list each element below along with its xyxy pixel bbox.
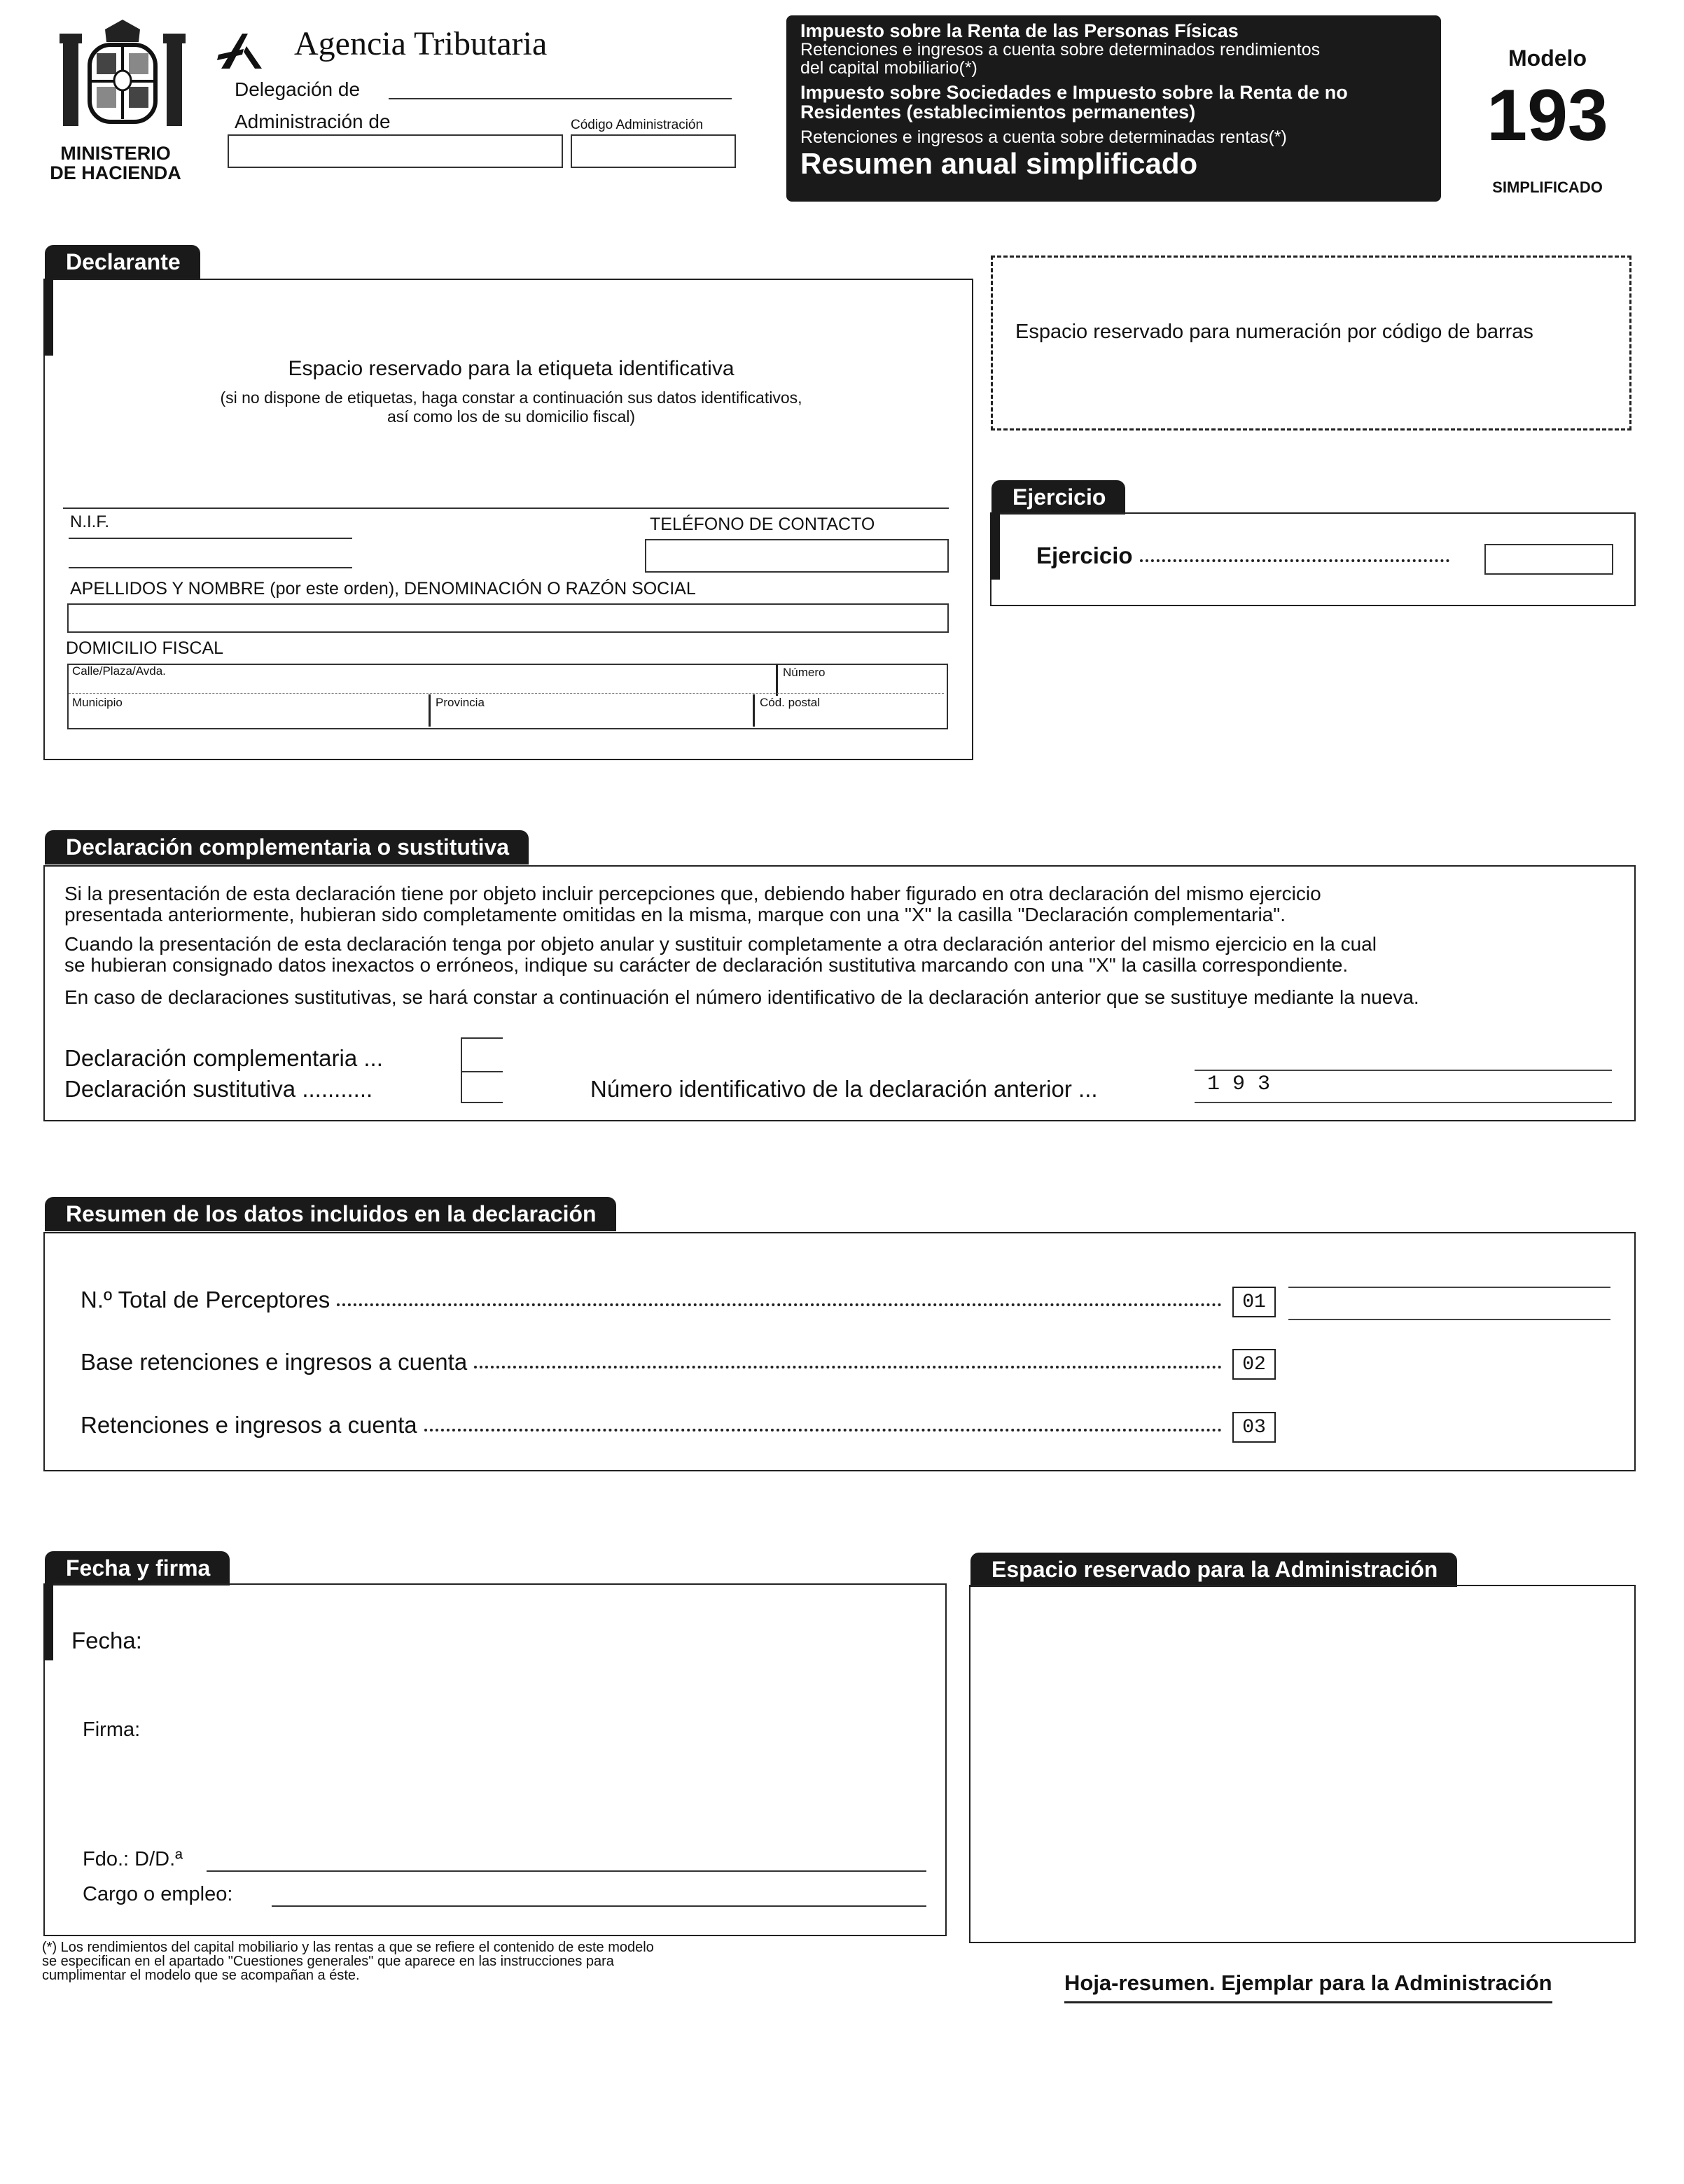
- complementaria-checkbox[interactable]: [461, 1037, 503, 1072]
- footnote: (*) Los rendimientos del capital mobiliario y las rentas a que se refiere el contenido de este modelo se especifican en el apartado "Cuestiones generales" que aparece en las instrucciones para cumplimentar el modelo que se acompañan a éste.: [42, 1940, 654, 1983]
- resumen-row-retenciones: [81, 1412, 1229, 1438]
- modelo-sub: SIMPLIFICADO: [1492, 178, 1603, 196]
- codpostal-divider: [753, 694, 755, 727]
- ejercicio-label: Ejercicio: [1036, 542, 1133, 568]
- resumen-row-label: Retenciones e ingresos a cuenta: [81, 1412, 417, 1438]
- numero-anterior-prefix: 1 9 3: [1207, 1072, 1271, 1096]
- resumen-row-perceptores: [81, 1287, 1229, 1313]
- etiqueta-note1: (si no dispone de etiquetas, haga constar a continuación sus datos identificativos,: [220, 388, 802, 407]
- resumen-row-label: Base retenciones e ingresos a cuenta: [81, 1349, 468, 1375]
- tab-fecha-firma: Fecha y firma: [45, 1551, 230, 1586]
- delegacion-field[interactable]: [389, 98, 732, 99]
- complementaria-p3: En caso de declaraciones sustitutivas, se hará constar a continuación el número identificativo de la declaración anterior que se sustituye mediante la nueva.: [64, 986, 1419, 1008]
- resumen-code-02: 02: [1232, 1349, 1276, 1380]
- etiqueta-title: Espacio reservado para la etiqueta identificativa: [288, 357, 735, 380]
- declarante-left-bar: [43, 279, 53, 356]
- administracion-field[interactable]: [228, 134, 563, 168]
- numero-anterior-field[interactable]: [1195, 1070, 1612, 1103]
- apellidos-field[interactable]: [67, 603, 949, 633]
- fecha-label: Fecha:: [71, 1628, 142, 1653]
- complementaria-p1: Si la presentación de esta declaración tiene por objeto incluir percepciones que, debiendo haber figurado en otra declaración del mismo ejercicio presentada anteriormente, hubieran sido completamente omitidas en la misma, marque con una "X" la casilla "Declaración complementaria".: [64, 883, 1321, 925]
- firma-left-bar: [43, 1583, 53, 1660]
- resumen-row-base: [81, 1349, 1229, 1376]
- ministry-name: MINISTERIO DE HACIENDA: [50, 143, 181, 183]
- firma-signature-area[interactable]: [175, 1708, 924, 1834]
- resumen-row-label: N.º Total de Perceptores: [81, 1287, 330, 1312]
- provincia-divider: [429, 694, 431, 727]
- domicilio-middle-line: [69, 693, 944, 694]
- provincia-label: Provincia: [436, 696, 485, 709]
- tab-declarante: Declarante: [45, 245, 200, 279]
- modelo-number: 193: [1487, 75, 1608, 156]
- fdo-field[interactable]: [207, 1870, 926, 1872]
- numero-divider: [776, 664, 778, 696]
- footer-title: Hoja-resumen. Ejemplar para la Administración: [1064, 1970, 1552, 2003]
- ejercicio-field[interactable]: [1484, 544, 1613, 575]
- administracion-label: Administración de: [235, 111, 391, 132]
- agency-logo-icon: [216, 28, 286, 70]
- calle-label: Calle/Plaza/Avda.: [72, 664, 166, 678]
- cod-postal-label: Cód. postal: [760, 696, 820, 709]
- tab-resumen: Resumen de los datos incluidos en la declaración: [45, 1197, 616, 1231]
- agency-name: Agencia Tributaria: [294, 25, 548, 62]
- sustitutiva-checkbox[interactable]: [461, 1071, 503, 1103]
- nif-field[interactable]: [69, 538, 352, 539]
- coat-of-arms-icon: [56, 14, 189, 136]
- cargo-label: Cargo o empleo:: [83, 1883, 233, 1905]
- resumen-code-03: 03: [1232, 1412, 1276, 1443]
- sustitutiva-label: Declaración sustitutiva ...........: [64, 1076, 373, 1102]
- telefono-field[interactable]: [645, 539, 949, 573]
- municipio-label: Municipio: [72, 696, 123, 709]
- fdo-label: Fdo.: D/D.ª: [83, 1848, 183, 1870]
- firma-label: Firma:: [83, 1718, 141, 1741]
- ejercicio-row: [1036, 542, 1456, 569]
- ejercicio-left-bar: [990, 512, 1000, 580]
- telefono-label: TELÉFONO DE CONTACTO: [650, 514, 875, 534]
- nif-field-2[interactable]: [69, 567, 352, 568]
- cargo-field[interactable]: [272, 1905, 926, 1907]
- numero-anterior-label: Número identificativo de la declaración anterior ...: [590, 1076, 1098, 1102]
- complementaria-p2: Cuando la presentación de esta declaración tenga por objeto anular y sustituir completamente a otra declaración anterior del mismo ejercicio en la cual se hubieran consignado datos inexactos o erróneos, indique su carácter de declaración sustitutiva marcando con una "X" la casilla correspondiente.: [64, 933, 1377, 976]
- domicilio-label: DOMICILIO FISCAL: [66, 638, 224, 658]
- codigo-admin-label: Código Administración: [571, 118, 704, 132]
- complementaria-label: Declaración complementaria ...: [64, 1045, 383, 1071]
- resumen-code-01: 01: [1232, 1287, 1276, 1317]
- title-box: Impuesto sobre la Renta de las Personas Físicas Retenciones e ingresos a cuenta sobre determinados rendimientos del capital mobiliario(*) Impuesto sobre Sociedades e Impuesto sobre la Renta de no Residentes (establecimientos permanentes) Retenciones e ingresos a cuenta sobre determinadas rentas(*) Resumen anual simplificado: [786, 15, 1441, 202]
- codigo-admin-field[interactable]: [571, 134, 736, 168]
- etiqueta-note2: así como los de su domicilio fiscal): [387, 407, 636, 426]
- nif-label: N.I.F.: [70, 512, 110, 531]
- delegacion-label: Delegación de: [235, 78, 361, 100]
- calle-field[interactable]: [69, 665, 776, 693]
- fecha-field[interactable]: [175, 1624, 721, 1655]
- apellidos-label: APELLIDOS Y NOMBRE (por este orden), DENOMINACIÓN O RAZÓN SOCIAL: [70, 579, 696, 598]
- administracion-box: [969, 1585, 1636, 1943]
- tab-ejercicio: Ejercicio: [991, 480, 1125, 514]
- tab-administracion: Espacio reservado para la Administración: [970, 1553, 1457, 1587]
- perceptores-field[interactable]: [1288, 1287, 1610, 1320]
- modelo-label: Modelo: [1508, 46, 1587, 71]
- tab-complementaria: Declaración complementaria o sustitutiva: [45, 830, 529, 864]
- numero-label: Número: [783, 666, 826, 679]
- etiqueta-bottom-line: [63, 507, 949, 509]
- barcode-text: Espacio reservado para numeración por código de barras: [1015, 321, 1533, 343]
